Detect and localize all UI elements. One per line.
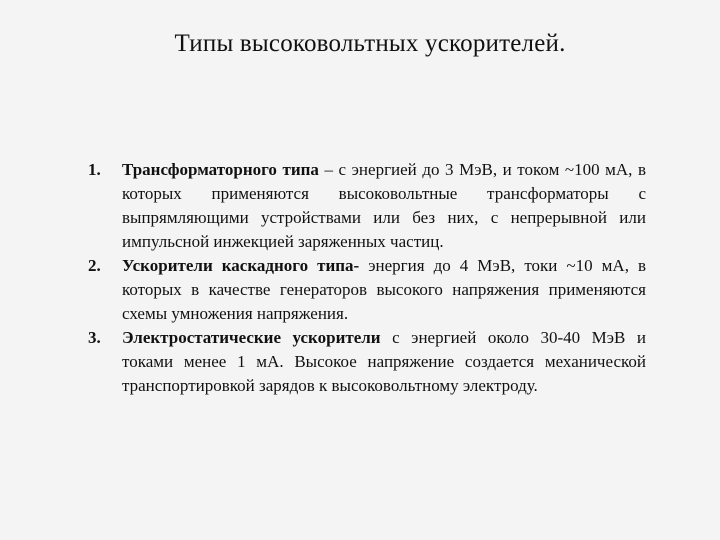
list-item-term: Электростатические ускорители — [122, 328, 381, 347]
list-item-term: Трансформаторного типа — [122, 160, 319, 179]
list-item-description: энергия до 4 МэВ, токи ~10 мА, в которых в качестве генераторов высокого напряжения применяются схемы умножения напряжения. — [122, 256, 646, 323]
list-item-number: 1. — [88, 160, 101, 179]
accelerator-types-list — [88, 158, 646, 398]
list-item-term: Ускорители каскадного типа- — [122, 256, 360, 275]
slide-title: Типы высоковольтных ускорителей. — [174, 30, 566, 57]
list-item-number: 3. — [88, 328, 101, 347]
list-item-transformer-type — [88, 158, 646, 254]
list-item-electrostatic-type — [88, 326, 646, 398]
list-item-description: – с энергией до 3 МэВ, и током ~100 мА, в которых применяются высоковольтные трансформаторы с выпрямляющими устройствами или без них, с непрерывной или импульсной инжекцией заряженных частиц. — [122, 160, 646, 251]
list-item-number: 2. — [88, 256, 101, 275]
list-item-cascade-type — [88, 254, 646, 326]
list-item-description: с энергией около 30-40 МэВ и токами менее 1 мА. Высокое напряжение создается механической транспортировкой зарядов к высоковольтному электроду. — [122, 328, 646, 395]
